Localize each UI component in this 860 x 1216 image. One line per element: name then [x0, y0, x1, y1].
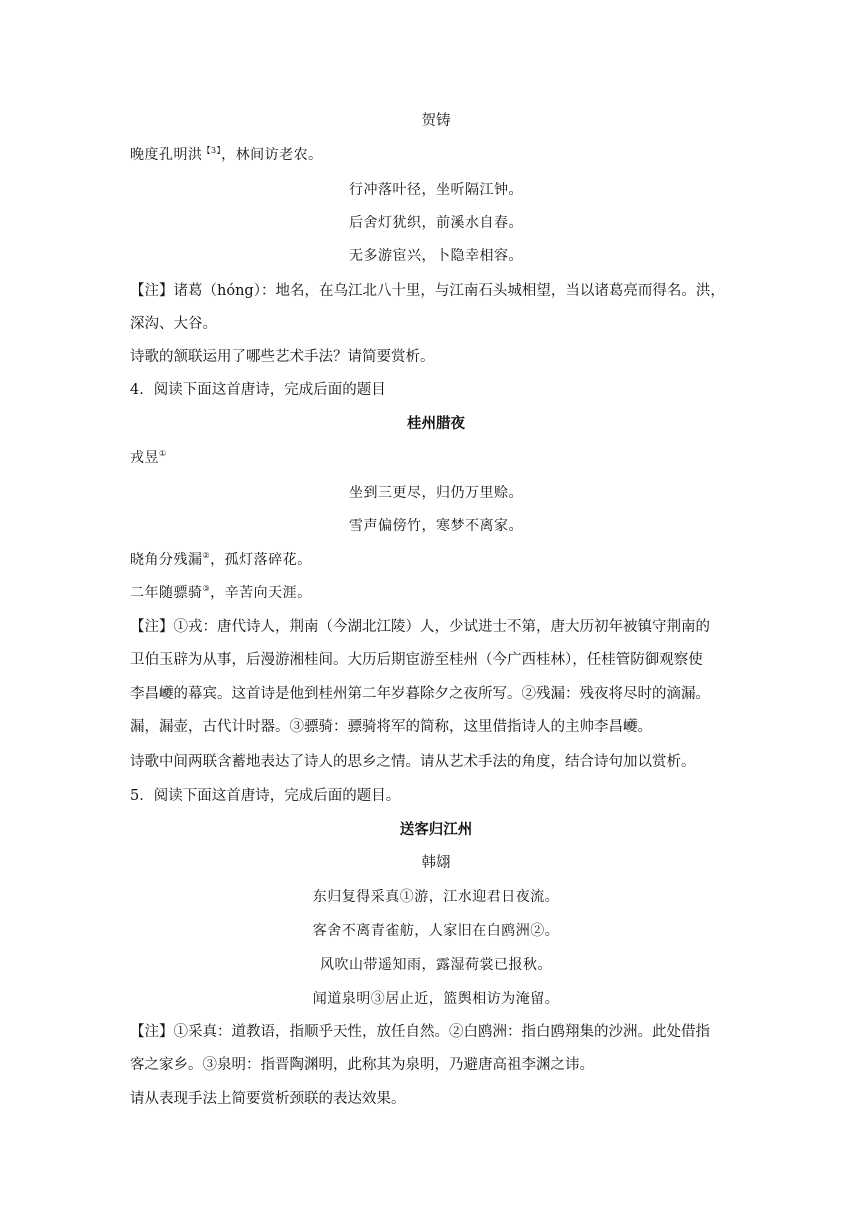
q4-author-text: 戎昱: [130, 450, 159, 466]
q5-line2: 客舍不离青雀舫，人家旧在白鸥洲②。: [312, 923, 560, 939]
q4-title: 桂州腊夜: [407, 415, 465, 432]
q4-line3-text: 晓角分残漏: [130, 552, 203, 568]
poem3-note-line2: 深沟、大谷。: [130, 316, 217, 332]
q5-line4: 闻道泉明③居止近，篮舆相访为淹留。: [312, 991, 560, 1007]
poem3-line3: 后舍灯犹织，前溪水自春。: [349, 215, 523, 231]
poem3-note-mark: 【3】: [202, 146, 222, 155]
poem3-line2: 行冲落叶径，坐听隔江钟。: [349, 182, 523, 198]
q4-author: [130, 448, 742, 468]
q5-line1: 东归复得采真①游，江水迎君日夜流。: [312, 889, 560, 905]
q4-line1: 坐到三更尽，归仍万里赊。: [349, 485, 523, 501]
q4-note-line2: 卫伯玉辟为从事，后漫游湘桂间。大历后期宦游至桂州（今广西桂林），任桂管防御观察使: [130, 652, 703, 668]
poem3-note-line1: 【注】诸葛（hóng）：地名，在乌江北八十里，与江南石头城相望，当以诸葛亮而得名。洪，: [130, 283, 725, 299]
poem3-line1-text: 晚度孔明洪: [130, 147, 203, 163]
q4-line2: 雪声偏傍竹，寒梦不离家。: [349, 518, 523, 534]
q5-question: 请从表现手法上简要赏析颈联的表达效果。: [130, 1091, 406, 1107]
q5-prompt: 5．阅读下面这首唐诗，完成后面的题目。: [130, 788, 401, 804]
poem3-line4: 无多游宦兴，卜隐幸相容。: [349, 248, 523, 264]
q5-author: 韩翃: [421, 855, 451, 871]
q4-line4-mark: ③: [202, 584, 211, 593]
q5-title: 送客归江州: [399, 821, 473, 838]
q4-note-line3: 李昌巙的幕宾。这首诗是他到桂州第二年岁暮除夕之夜所写。②残漏：残夜将尽时的滴漏。: [130, 686, 710, 702]
q4-line4-text: 二年随骠骑: [130, 585, 203, 601]
poem3-author: 贺铸: [421, 113, 451, 129]
q4-note-line1: 【注】①戎：唐代诗人，荆南（今湖北江陵）人，少试进士不第，唐大历初年被镇守荆南的: [130, 619, 710, 635]
q4-prompt: 4．阅读下面这首唐诗，完成后面的题目: [130, 382, 386, 398]
q5-line3: 风吹山带遥知雨，露湿荷裳已报秋。: [320, 957, 552, 973]
poem3-line1: [130, 145, 742, 165]
q4-line3: [130, 550, 742, 570]
q4-line4b-text: ，辛苦向天涯。: [210, 585, 312, 601]
q5-note-line2: 客之家乡。③泉明：指晋陶渊明，此称其为泉明，乃避唐高祖李渊之讳。: [130, 1057, 594, 1073]
q4-line3b-text: ，孤灯落碎花。: [210, 552, 312, 568]
q4-line3-mark: ②: [202, 551, 211, 560]
q4-question: 诗歌中间两联含蓄地表达了诗人的思乡之情。请从艺术手法的角度，结合诗句加以赏析。: [130, 754, 696, 770]
q5-note-line1: 【注】①采真：道教语，指顺乎天性，放任自然。②白鸥洲：指白鸥翔集的沙洲。此处借指: [130, 1024, 710, 1040]
q4-author-mark: ①: [159, 449, 167, 458]
q4-note-line4: 漏，漏壶，古代计时器。③骠骑：骠骑将军的简称，这里借指诗人的主帅李昌巙。: [130, 719, 652, 735]
poem3-question: 诗歌的颔联运用了哪些艺术手法？请简要赏析。: [130, 349, 435, 365]
poem3-line1b-text: ，林间访老农。: [221, 147, 323, 163]
q4-line4: [130, 583, 742, 603]
